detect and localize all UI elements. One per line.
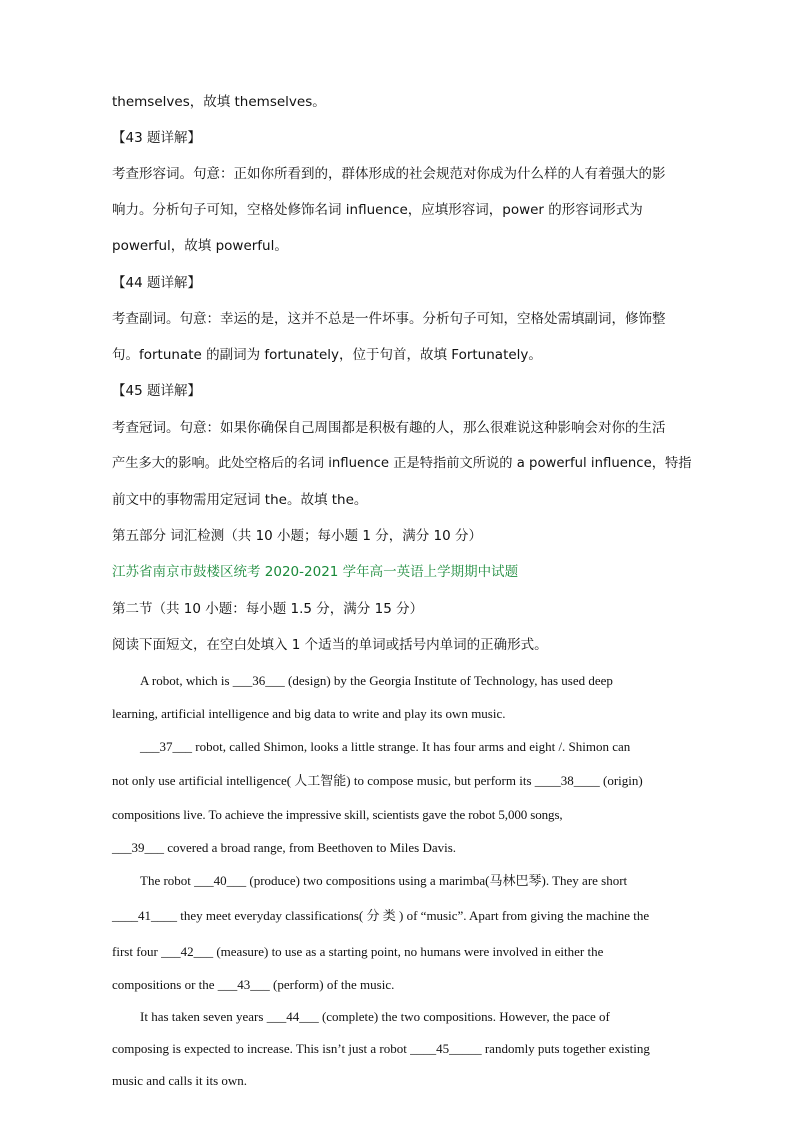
passage-line: compositions live. To achieve the impressive skill, scientists gave the robot 5,000 songs,	[112, 807, 563, 822]
passage-line: It has taken seven years ___44___ (complete) the two compositions. However, the pace of	[140, 1009, 610, 1024]
passage-line: not only use artificial intelligence( 人工智能) to compose music, but perform its ____38____ (origin)	[112, 773, 643, 788]
text-line: 句。fortunate 的副词为 fortunately，位于句首，故填 Fortunately。	[112, 347, 542, 363]
text-line: 考查形容词。句意：正如你所看到的，群体形成的社会规范对你成为什么样的人有着强大的影	[112, 166, 666, 182]
text-line: 响力。分析句子可知，空格处修饰名词 influence，应填形容词，power 的形容词形式为	[112, 202, 643, 218]
instructions: 阅读下面短文，在空白处填入 1 个适当的单词或括号内单词的正确形式。	[112, 637, 548, 653]
section-heading-45: 【45 题详解】	[112, 383, 201, 399]
text-line: 前文中的事物需用定冠词 the。故填 the。	[112, 492, 368, 508]
passage-line: learning, artificial intelligence and big data to write and play its own music.	[112, 706, 506, 721]
passage-line: ____41____ they meet everyday classifications( 分 类 ) of “music”. Apart from giving the machine the	[112, 908, 650, 923]
passage-line: music and calls it its own.	[112, 1073, 248, 1088]
passage-line: ___37___ robot, called Shimon, looks a little strange. It has four arms and eight /. Shimon can	[140, 739, 631, 754]
section-two-heading: 第二节（共 10 小题：每小题 1.5 分，满分 15 分）	[112, 601, 424, 617]
passage-line: The robot ___40___ (produce) two compositions using a marimba(马林巴琴). They are short	[140, 873, 628, 888]
text-line: powerful，故填 powerful。	[112, 238, 288, 254]
text-line: 考查冠词。句意：如果你确保自己周围都是积极有趣的人，那么很难说这种影响会对你的生活	[112, 420, 666, 436]
passage-line: A robot, which is ___36___ (design) by the Georgia Institute of Technology, has used deep	[140, 673, 613, 688]
text-line: 产生多大的影响。此处空格后的名词 influence 正是特指前文所说的 a powerful influence，特指	[112, 456, 692, 471]
section-heading-43: 【43 题详解】	[112, 130, 201, 146]
text-line: 考查副词。句意：幸运的是，这并不总是一件坏事。分析句子可知，空格处需填副词，修饰整	[112, 311, 666, 327]
passage-line: composing is expected to increase. This isn’t just a robot ____45_____ randomly puts together existing	[112, 1041, 650, 1056]
exam-source-title: 江苏省南京市鼓楼区统考 2020-2021 学年高一英语上学期期中试题	[112, 564, 519, 580]
part-five-heading: 第五部分 词汇检测（共 10 小题；每小题 1 分，满分 10 分）	[112, 528, 482, 544]
section-heading-44: 【44 题详解】	[112, 275, 201, 291]
passage-line: ___39___ covered a broad range, from Beethoven to Miles Davis.	[112, 840, 457, 855]
passage-line: compositions or the ___43___ (perform) of the music.	[112, 977, 395, 992]
passage-line: first four ___42___ (measure) to use as a starting point, no humans were involved in either the	[112, 944, 604, 959]
text-line: themselves，故填 themselves。	[112, 94, 326, 110]
